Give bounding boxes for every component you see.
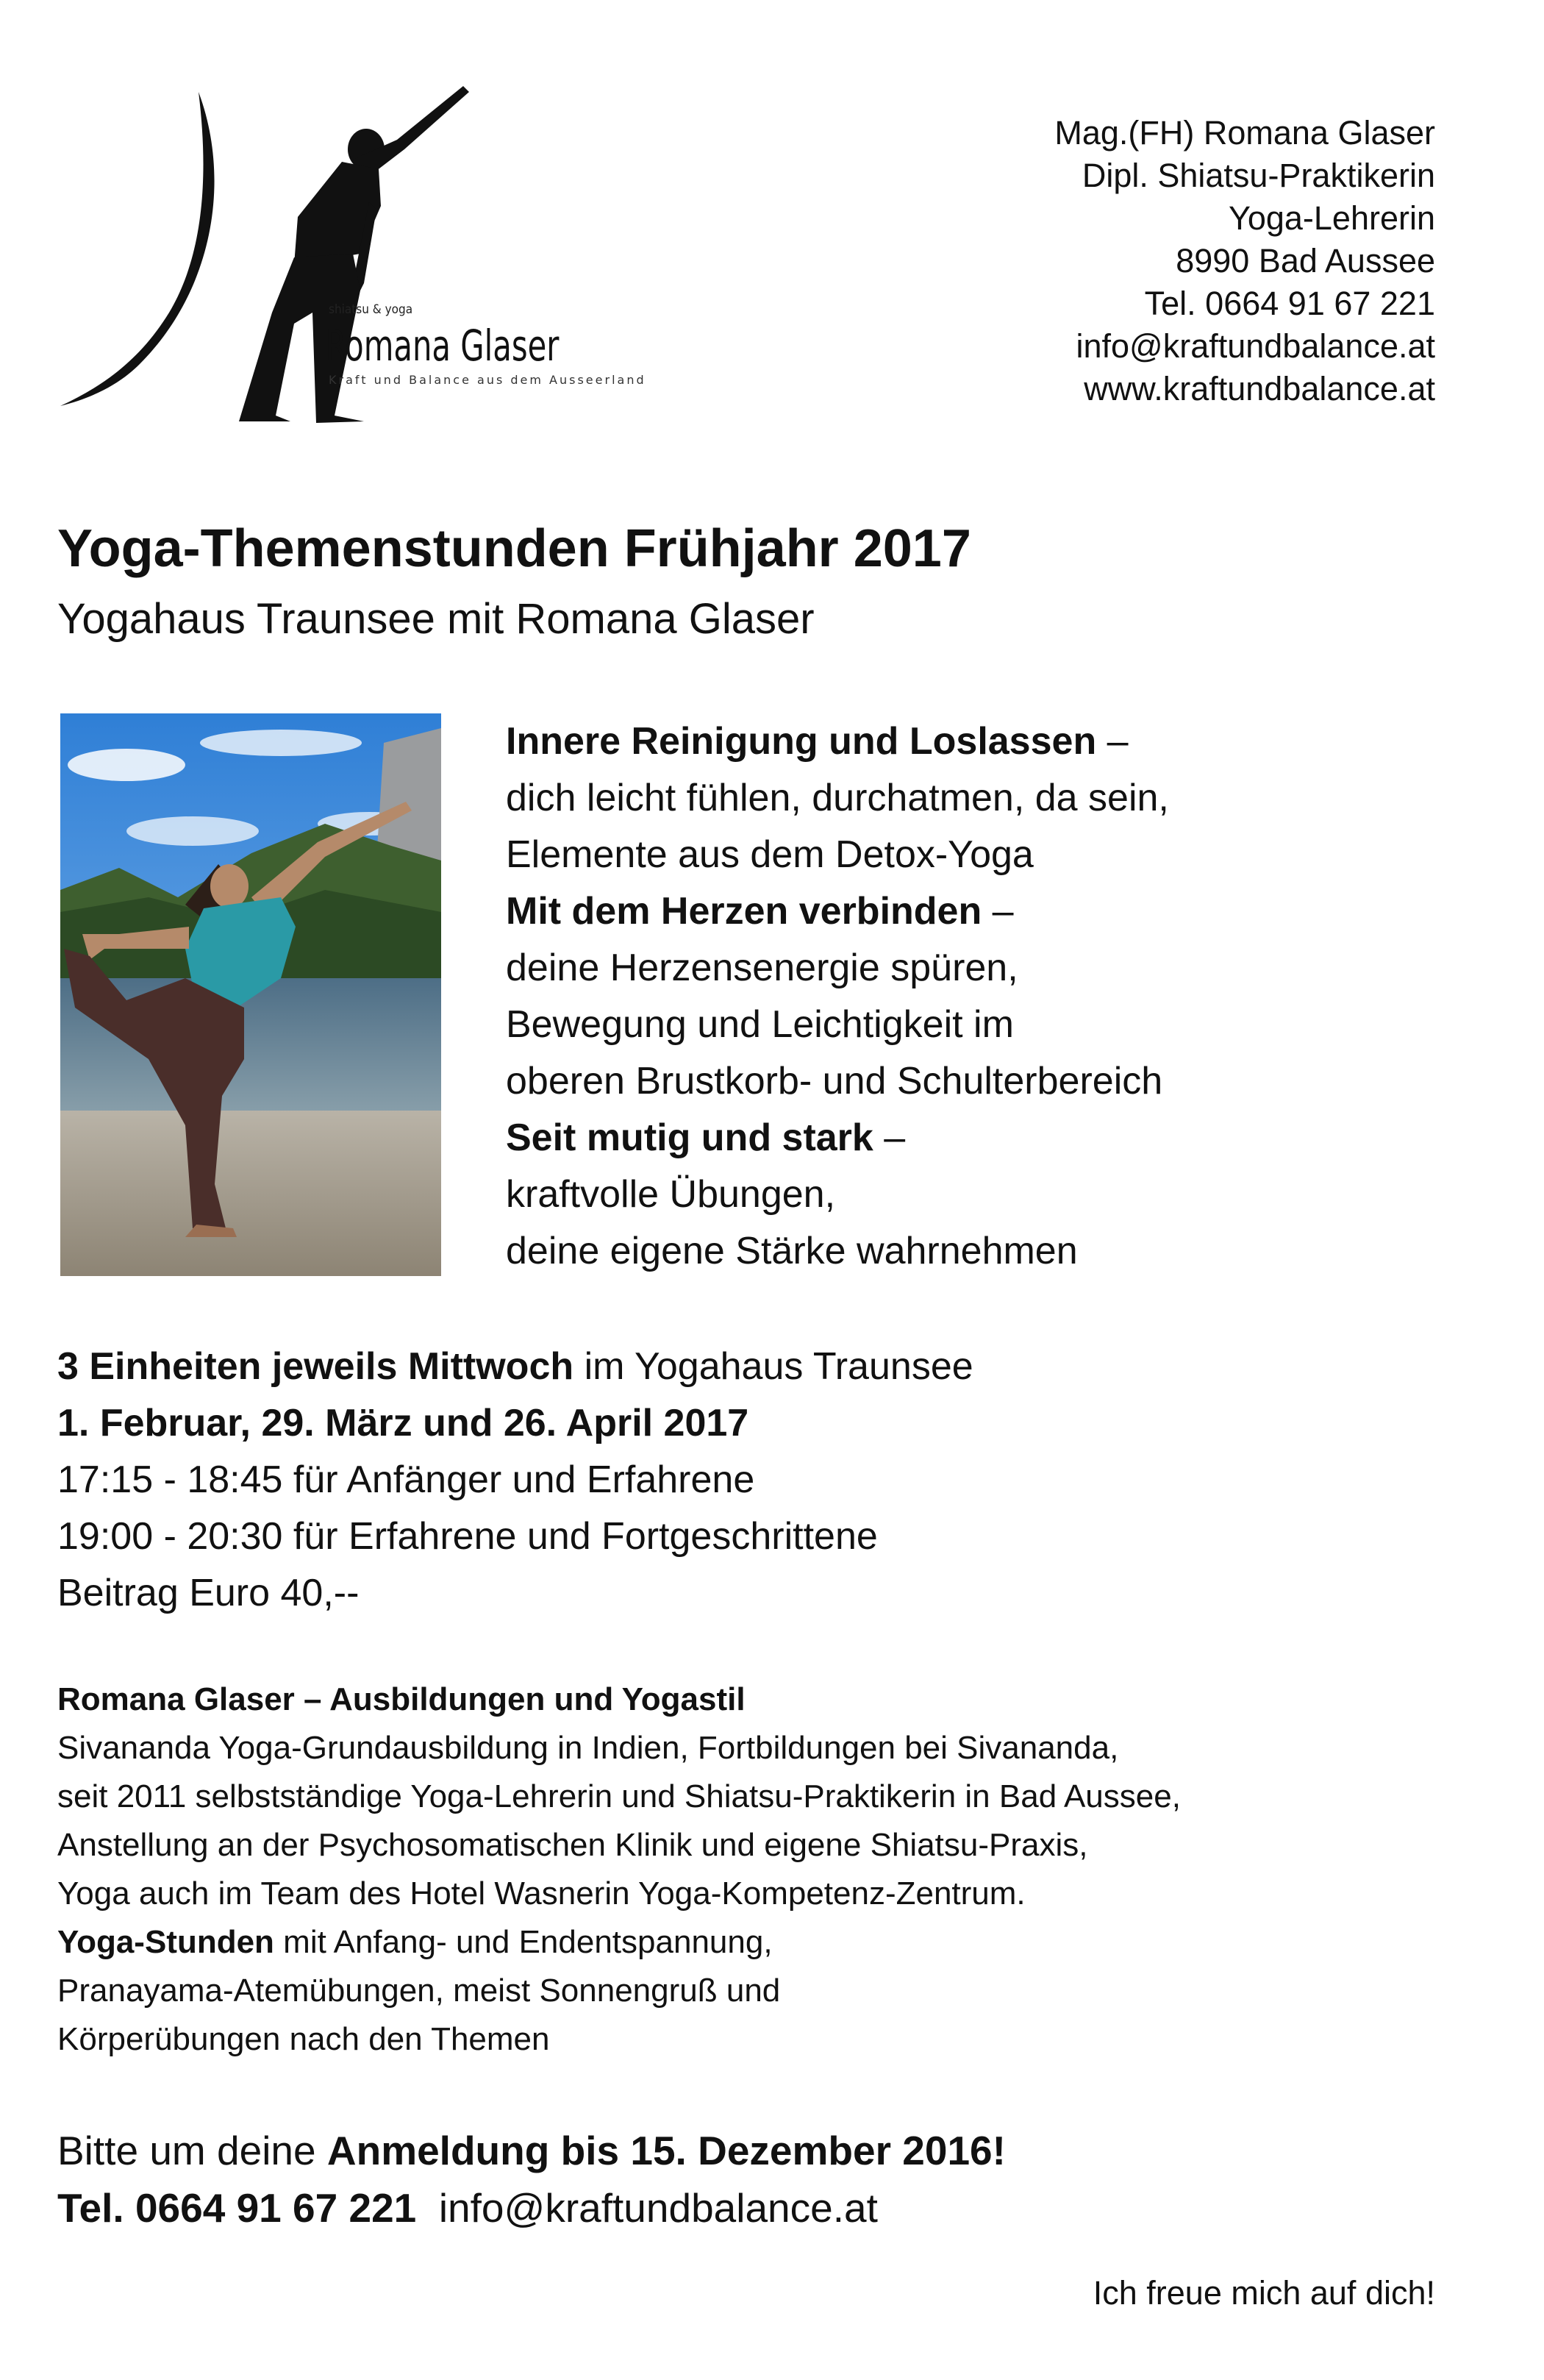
training-style-line: Pranayama-Atemübungen, meist Sonnengruß und bbox=[57, 1973, 781, 2009]
training-block bbox=[57, 1675, 1181, 2064]
theme-line: dich leicht fühlen, durchatmen, da sein, bbox=[506, 777, 1169, 819]
contact-name: Mag.(FH) Romana Glaser bbox=[1054, 114, 1435, 152]
theme-heading-line bbox=[506, 713, 1169, 770]
contact-qualification: Dipl. Shiatsu-Praktikerin bbox=[1082, 157, 1435, 194]
training-style-bold: Yoga-Stunden bbox=[57, 1924, 274, 1960]
page-subtitle: Yogahaus Traunsee mit Romana Glaser bbox=[57, 595, 815, 643]
theme-line: oberen Brustkorb- und Schulterbereich bbox=[506, 1060, 1163, 1102]
schedule-units-rest: im Yogahaus Traunsee bbox=[573, 1345, 973, 1388]
contact-address: 8990 Bad Aussee bbox=[1176, 242, 1435, 279]
contact-email[interactable]: info@kraftundbalance.at bbox=[1076, 327, 1435, 365]
yoga-lake-photo-icon bbox=[60, 713, 441, 1276]
theme-heading: Innere Reinigung und Loslassen bbox=[506, 720, 1097, 763]
training-line: Yoga auch im Team des Hotel Wasnerin Yoga-Kompetenz-Zentrum. bbox=[57, 1875, 1026, 1912]
theme-line: kraftvolle Übungen, bbox=[506, 1173, 836, 1216]
logo-tagline: Kraft und Balance aus dem Ausseerland bbox=[329, 373, 646, 387]
training-heading: Romana Glaser – Ausbildungen und Yogastil bbox=[57, 1681, 746, 1717]
schedule-block bbox=[57, 1339, 973, 1622]
training-line: Anstellung an der Psychosomatischen Klinik und eigene Shiatsu-Praxis, bbox=[57, 1827, 1088, 1863]
theme-line: deine eigene Stärke wahrnehmen bbox=[506, 1230, 1078, 1272]
schedule-units-bold: 3 Einheiten jeweils Mittwoch bbox=[57, 1345, 574, 1388]
schedule-dates: 1. Februar, 29. März und 26. April 2017 bbox=[57, 1402, 749, 1444]
yoga-photo bbox=[60, 713, 441, 1276]
closing-text: Ich freue mich auf dich! bbox=[1093, 2274, 1435, 2312]
schedule-session-1: 17:15 - 18:45 für Anfänger und Erfahrene bbox=[57, 1458, 755, 1501]
training-style-rest: mit Anfang- und Endentspannung, bbox=[274, 1924, 773, 1960]
training-line: seit 2011 selbstständige Yoga-Lehrerin und Shiatsu-Praktikerin in Bad Aussee, bbox=[57, 1778, 1181, 1814]
registration-block bbox=[57, 2122, 1006, 2237]
registration-contact bbox=[57, 2179, 1006, 2237]
schedule-fee: Beitrag Euro 40,-- bbox=[57, 1572, 360, 1614]
theme-heading-line bbox=[506, 883, 1169, 940]
training-style-line bbox=[57, 1918, 1181, 1967]
theme-line: Elemente aus dem Detox-Yoga bbox=[506, 833, 1034, 876]
registration-deadline-bold: Anmeldung bis 15. Dezember 2016! bbox=[326, 2128, 1006, 2173]
contact-role: Yoga-Lehrerin bbox=[1228, 199, 1435, 237]
contact-block bbox=[1054, 112, 1435, 410]
theme-heading-line bbox=[506, 1110, 1169, 1166]
theme-dash: – bbox=[982, 890, 1014, 933]
contact-phone: Tel. 0664 91 67 221 bbox=[1144, 285, 1435, 322]
theme-line: deine Herzensenergie spüren, bbox=[506, 947, 1018, 989]
theme-dash: – bbox=[1096, 720, 1129, 763]
page-title: Yoga-Themenstunden Frühjahr 2017 bbox=[57, 519, 971, 578]
training-style-line: Körperübungen nach den Themen bbox=[57, 2021, 550, 2057]
schedule-session-2: 19:00 - 20:30 für Erfahrene und Fortgeschrittene bbox=[57, 1515, 878, 1558]
contact-website[interactable]: www.kraftundbalance.at bbox=[1084, 370, 1435, 407]
training-line: Sivananda Yoga-Grundausbildung in Indien, Fortbildungen bei Sivananda, bbox=[57, 1730, 1119, 1766]
registration-deadline bbox=[57, 2122, 1006, 2179]
theme-heading: Seit mutig und stark bbox=[506, 1116, 873, 1159]
registration-phone[interactable]: Tel. 0664 91 67 221 bbox=[57, 2185, 417, 2231]
schedule-units bbox=[57, 1339, 973, 1395]
theme-line: Bewegung und Leichtigkeit im bbox=[506, 1003, 1014, 1046]
logo-name: Romana Glaser bbox=[325, 321, 560, 371]
logo-subtitle: shiatsu & yoga bbox=[329, 302, 413, 317]
themes-list bbox=[506, 713, 1169, 1280]
theme-dash: – bbox=[873, 1116, 906, 1159]
theme-heading: Mit dem Herzen verbinden bbox=[506, 890, 982, 933]
registration-prefix: Bitte um deine bbox=[57, 2128, 327, 2173]
registration-email[interactable]: info@kraftundbalance.at bbox=[438, 2185, 878, 2231]
